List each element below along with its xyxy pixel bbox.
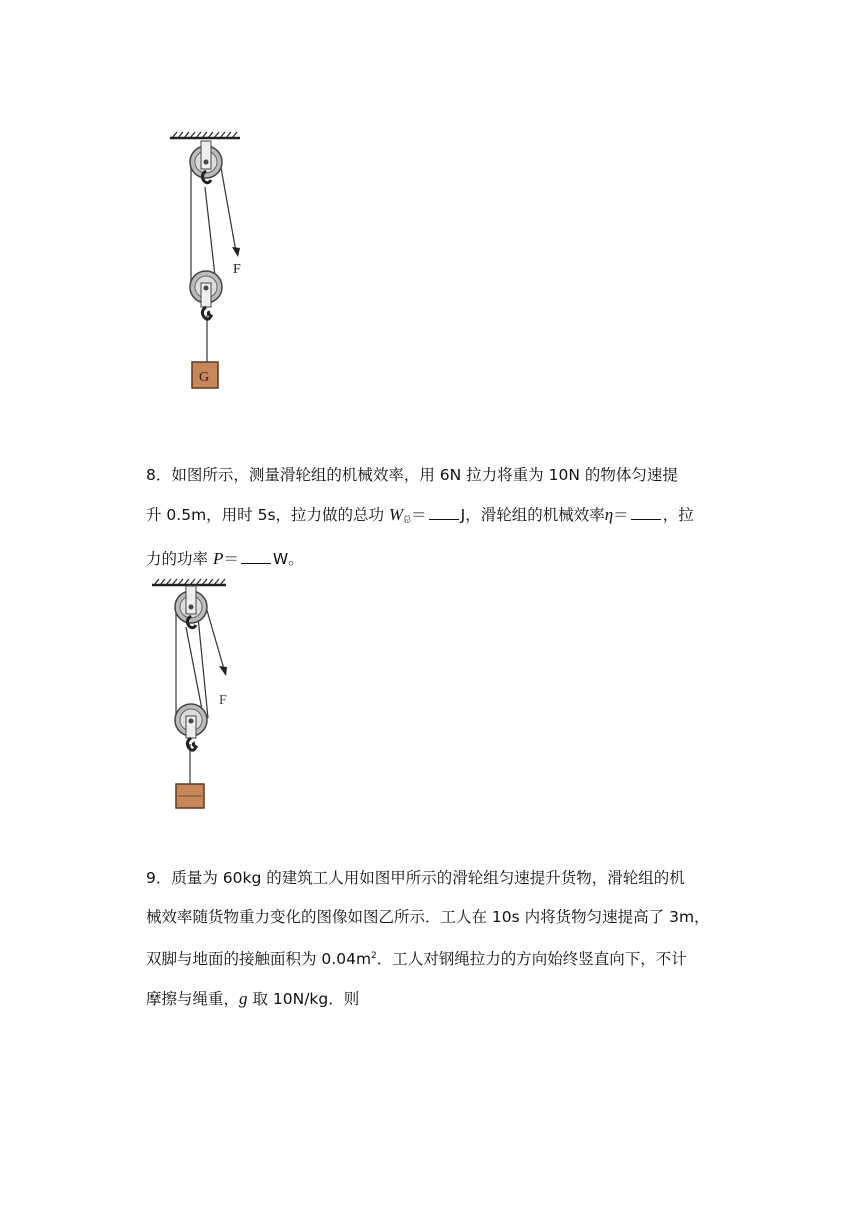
movable-pulley-2 (175, 704, 207, 750)
force-label-2: F (219, 693, 227, 708)
answer-blank-work[interactable] (429, 505, 459, 520)
question-8-line-2 (146, 495, 726, 539)
q9-text-4b: 取 10N/kg．则 (247, 990, 360, 1009)
weight-label: G (199, 370, 210, 385)
question-8-line-1 (146, 456, 726, 495)
answer-blank-efficiency[interactable] (631, 505, 661, 520)
question-9 (146, 859, 726, 1019)
q8-text-3a: 力的功率 (146, 550, 213, 568)
ceiling-2 (152, 579, 226, 585)
ropes (191, 162, 236, 362)
question-9-line-1 (146, 859, 726, 898)
ropes-2 (176, 607, 224, 784)
question-9-line-2 (146, 898, 726, 937)
pulley-diagram-1 (160, 125, 270, 395)
q9-text-3b: ．工人对钢绳拉力的方向始终竖直向下，不计 (376, 950, 687, 969)
movable-pulley (190, 271, 222, 319)
work-symbol: W (388, 505, 404, 524)
fixed-pulley-2 (175, 586, 207, 628)
q9-text-2: 械效率随货物重力变化的图像如图乙所示．工人在 10s 内将货物匀速提高了 3m， (146, 908, 710, 926)
efficiency-symbol: η (604, 505, 614, 524)
pulley-diagram-2 (148, 572, 258, 817)
force-label: F (233, 262, 241, 277)
q8-text-2e: ，拉 (662, 506, 694, 524)
q9-text-3a: 双脚与地面的接触面积为 0.04m (146, 950, 372, 969)
question-9-line-4 (146, 979, 726, 1019)
question-8 (146, 456, 726, 579)
q8-text-3c: W。 (272, 550, 304, 568)
q8-text-1: 8．如图所示，测量滑轮组的机械效率，用 6N 拉力将重为 10N 的物体匀速提 (146, 466, 678, 484)
q8-text-2a: 升 0.5m，用时 5s，拉力做的总功 (146, 506, 389, 524)
force-arrowhead (232, 247, 240, 257)
q8-equals-2: ＝ (613, 506, 629, 524)
q8-equals-3: ＝ (223, 550, 239, 568)
q8-equals-1: ＝ (411, 506, 427, 524)
power-symbol: P (212, 549, 224, 568)
ceiling (170, 132, 240, 138)
question-9-line-3 (146, 937, 726, 979)
q8-text-2c: J，滑轮组的机械效率 (460, 506, 605, 524)
q9-text-1: 9．质量为 60kg 的建筑工人用如图甲所示的滑轮组匀速提升货物，滑轮组的机 (146, 869, 685, 887)
answer-blank-power[interactable] (241, 549, 271, 564)
work-subscript: 总 (403, 515, 412, 524)
force-arrowhead-2 (219, 666, 227, 676)
q9-text-4a: 摩擦与绳重， (146, 990, 240, 1009)
q9-superscript: 2 (371, 951, 377, 961)
gravity-symbol: g (239, 989, 248, 1009)
fixed-pulley (190, 141, 222, 183)
